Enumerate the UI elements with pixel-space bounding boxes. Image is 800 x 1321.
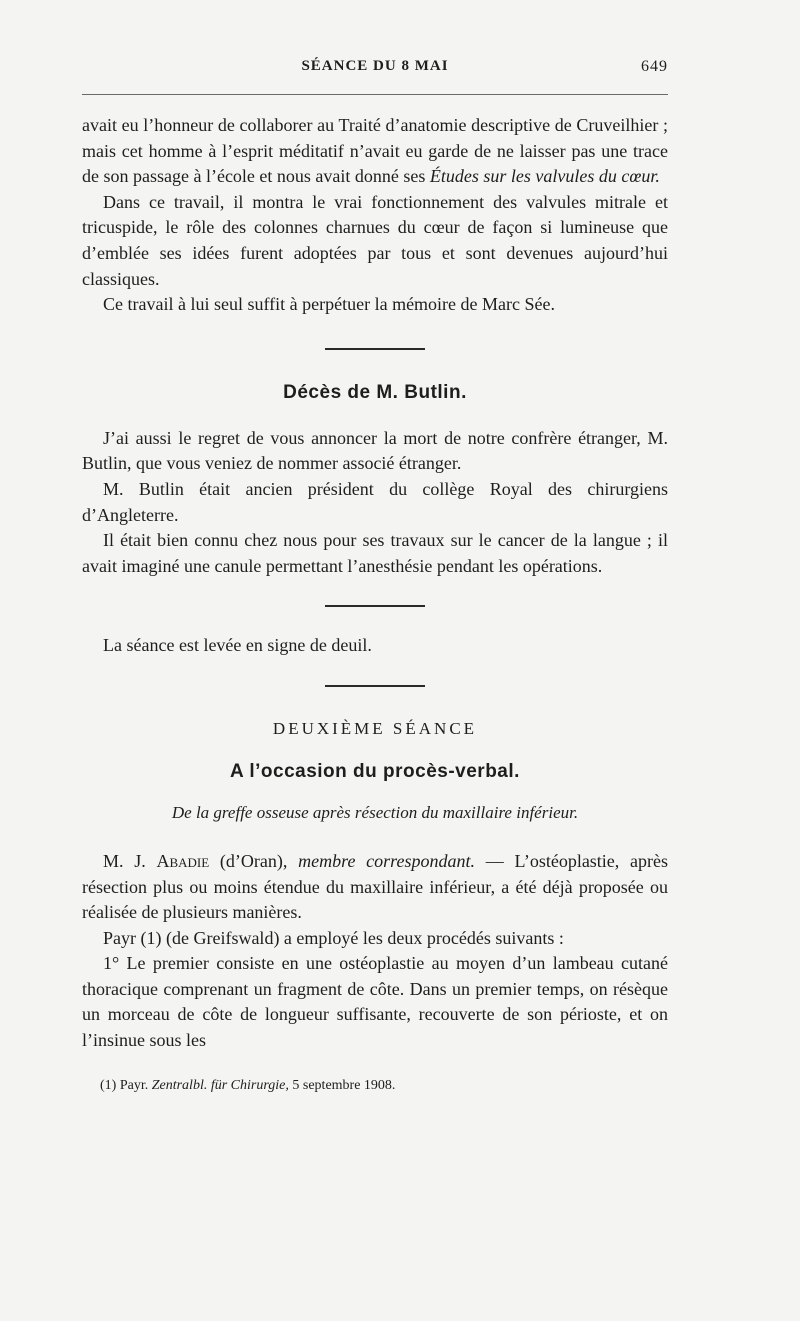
- header-rule: [82, 94, 668, 95]
- section-title: Décès de M. Butlin.: [283, 381, 467, 403]
- paragraph-text: — L’ostéoplastie, après résection plus ou moins étendue du maxillaire inférieur, a été déjà proposée ou réalisée de plusieurs manières.: [82, 850, 669, 923]
- section-title: A l’occasion du procès-verbal.: [230, 760, 520, 782]
- session-heading: DEUXIÈME SÉANCE: [272, 718, 478, 738]
- footnote-prefix: (1) Payr.: [100, 1077, 152, 1093]
- book-title: Études sur les valvules du cœur.: [429, 166, 660, 187]
- paragraph: Il était bien connu chez nous pour ses travaux sur le cancer de la langue ; il avait imaginé une canule permettant l’anesthésie pendant les opérations.: [82, 530, 668, 576]
- paragraph: M. Butlin était ancien président du collège Royal des chirurgiens d’Angleterre.: [82, 478, 668, 525]
- paragraph: [82, 113, 668, 190]
- section-subtitle: De la greffe osseuse après résection du maxillaire inférieur.: [171, 802, 579, 822]
- page-number: 649: [641, 58, 668, 75]
- author-prefix: M. J.: [103, 850, 157, 871]
- footnote-date: 5 septembre 1908.: [288, 1077, 396, 1093]
- paragraph: Payr (1) (de Greifswald) a employé les deux procédés suivants :: [103, 927, 564, 948]
- footnote: [82, 1076, 668, 1096]
- footnote-journal: Zentralbl. für Chirurgie,: [151, 1077, 289, 1093]
- author-name: Abadie: [156, 850, 210, 871]
- paragraph-text: avait eu l’honneur de collaborer au Traité d’anatomie descriptive de Cruveilhier ; mais cet homme à l’esprit méditatif n’avait eu garde de ne laisser pas une trace de son passage à l’école et nous avait donné ses: [82, 115, 668, 187]
- paragraph: 1° Le premier consiste en une ostéoplastie au moyen d’un lambeau cutané thoracique comprenant un fragment de côte. Dans un premier temps, on résèque un morceau de côte de longueur suffisante, recouverte de son périoste, et on l’insinue sous les: [82, 953, 668, 1051]
- author-role: membre correspondant.: [298, 850, 476, 871]
- closing-statement: La séance est levée en signe de deuil.: [103, 635, 372, 656]
- paragraph: Ce travail à lui seul suffit à perpétuer la mémoire de Marc Sée.: [103, 294, 555, 315]
- paragraph: [82, 849, 668, 926]
- author-city: (d’Oran),: [209, 850, 299, 871]
- document-page: [82, 50, 668, 1096]
- running-header: [82, 50, 668, 80]
- paragraph: Dans ce travail, il montra le vrai fonctionnement des valvules mitrale et tricuspide, le rôle des colonnes charnues du cœur de façon si lumineuse que d’emblée ses idées furent adoptées par tous et sont devenues aujourd’hui classiques.: [82, 191, 668, 289]
- running-title: SÉANCE DU 8 MAI: [301, 58, 449, 74]
- paragraph: J’ai aussi le regret de vous annoncer la mort de notre confrère étranger, M. Butlin, que vous veniez de nommer associé étranger.: [82, 427, 668, 474]
